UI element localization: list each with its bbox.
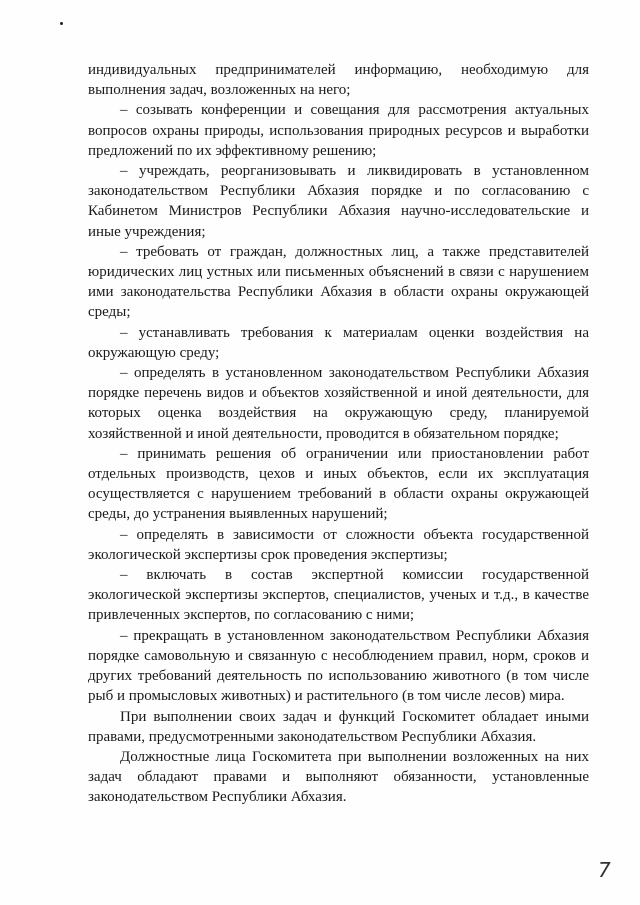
- list-item-expert-commission: – включать в состав экспертной комиссии государственной экологической экспертизы экспертов, специалистов, ученых и т.д., в качестве привлеченных экспертов, по согласованию с ними;: [88, 567, 589, 624]
- paragraph-other-rights: При выполнении своих задач и функций Госкомитет обладает иными правами, предусмотренными законодательством Республики Абхазия.: [88, 708, 589, 745]
- body-text: [88, 60, 589, 808]
- list-item-assessment-requirements: – устанавливать требования к материалам оценки воздействия на окружающую среду;: [88, 324, 589, 361]
- list-item-expertise-term: – определять в зависимости от сложности объекта государственной экологической экспертизы срок проведения экспертизы;: [88, 526, 589, 563]
- list-item-conferences: – созывать конференции и совещания для рассмотрения актуальных вопросов охраны природы, использования природных ресурсов и выработки предложений по их эффективному решению;: [88, 102, 589, 159]
- list-item-restrictions: – принимать решения об ограничении или приостановлении работ отдельных производств, цехов и иных объектов, если их эксплуатация осуществляется с нарушением требований в области охраны окружающей среды, до устранения выявленных нарушений;: [88, 445, 589, 523]
- list-item-activity-list: – определять в установленном законодательством Республики Абхазия порядке перечень видов и объектов хозяйственной и иной деятельности, для которых оценка воздействия на окружающую среду, планируемой хозяйственной и иной деятельности, проводится в обязательном порядке;: [88, 365, 589, 442]
- list-item-termination: – прекращать в установленном законодательством Республики Абхазия порядке самовольную и связанную с несоблюдением правил, норм, сроков и других требований деятельность по использованию животного (в том числе рыб и промысловых животных) и растительного (в том числе лесов) мира.: [88, 627, 589, 705]
- list-item-institutions: – учреждать, реорганизовывать и ликвидировать в установленном законодательством Республики Абхазия порядке и по согласованию с Кабинетом Министров Республики Абхазия научно-исследовательские и иные учреждения;: [88, 163, 589, 240]
- list-item-explanations: – требовать от граждан, должностных лиц, а также представителей юридических лиц устных или письменных объяснений в связи с нарушением ими законодательства Республики Абхазия в области охраны окружающей среды;: [88, 243, 589, 321]
- paragraph-continuation: индивидуальных предпринимателей информацию, необходимую для выполнения задач, возложенных на него;: [88, 62, 589, 99]
- paragraph-officials: Должностные лица Госкомитета при выполнении возложенных на них задач обладают правами и выполняют обязанности, установленные законодательством Республики Абхазия.: [88, 748, 589, 806]
- stray-mark: [60, 22, 63, 25]
- page-number: 7: [598, 858, 611, 882]
